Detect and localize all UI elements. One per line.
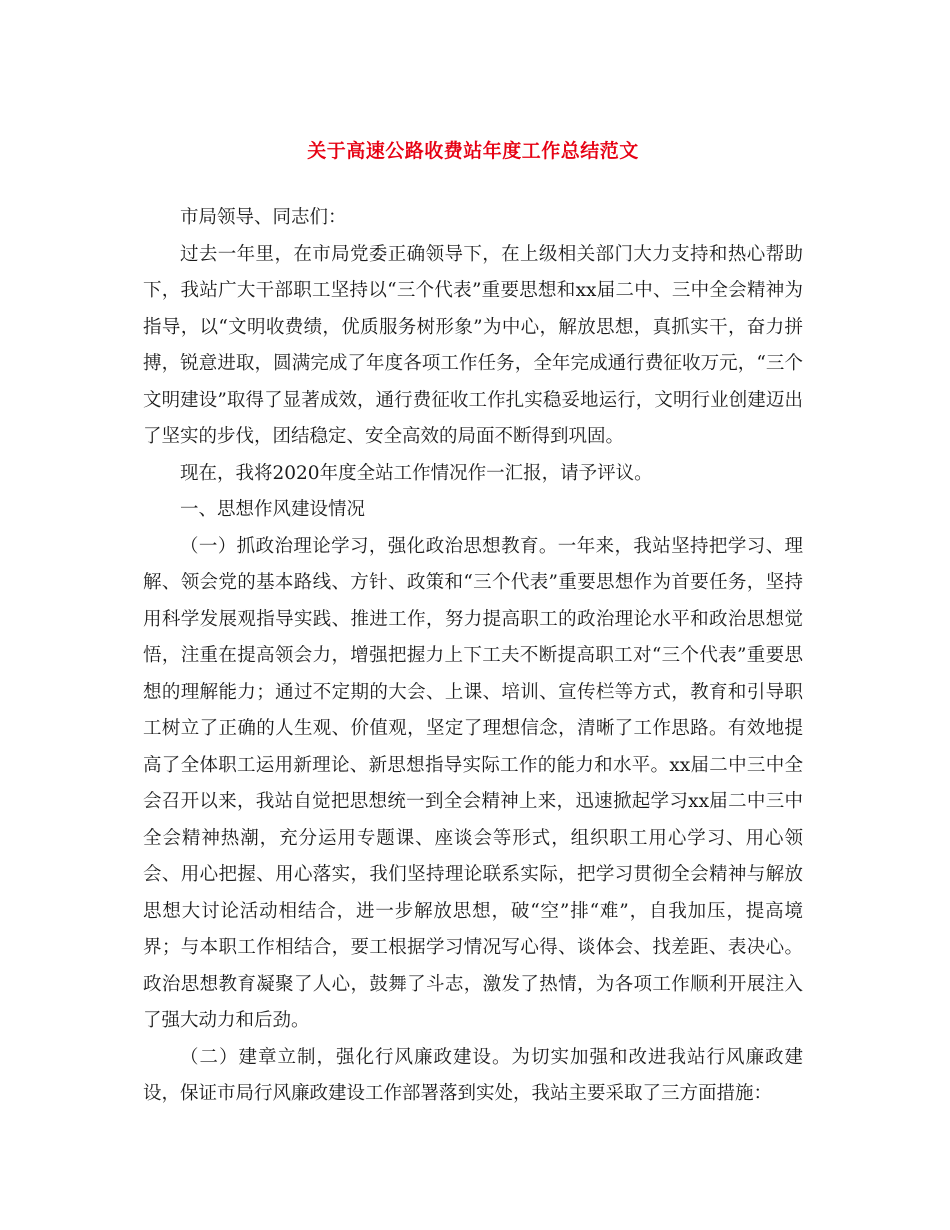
paragraph-regulations: （二）建章立制，强化行风廉政建设。为切实加强和改进我站行风廉政建设，保证市局行风廉政建设工作部署落到实处，我站主要采取了三方面措施： <box>143 1046 803 1104</box>
document-body <box>143 200 803 1113</box>
salutation: 市局领导、同志们： <box>180 207 347 228</box>
paragraph-political-study: （一）抓政治理论学习，强化政治思想教育。一年来，我站坚持把学习、理解、领会党的基本路线、方针、政策和“三个代表”重要思想作为首要任务，坚持用科学发展观指导实践、推进工作，努力提高职工的政治理论水平和政治思想觉悟，注重在提高领会力，增强把握力上下工夫不断提高职工对“三个代表”重要思想的理解能力；通过不定期的大会、上课、培训、宣传栏等方式，教育和引导职工树立了正确的人生观、价值观，坚定了理想信念，清晰了工作思路。有效地提高了全体职工运用新理论、新思想指导实际工作的能力和水平。xx届二中三中全会召开以来，我站自觉把思想统一到全会精神上来，迅速掀起学习xx届二中三中全会精神热潮，充分运用专题课、座谈会等形式，组织职工用心学习、用心领会、用心把握、用心落实，我们坚持理论联系实际，把学习贯彻全会精神与解放思想大讨论活动相结合，进一步解放思想，破“空”排“难”，自我加压，提高境界；与本职工作相结合，要工根据学习情况写心得、谈体会、找差距、表决心。政治思想教育凝聚了人心，鼓舞了斗志，激发了热情，为各项工作顺利开展注入了强大动力和后劲。 <box>143 535 803 1031</box>
paragraph-report: 现在，我将2020年度全站工作情况作一汇报，请予评议。 <box>180 462 653 484</box>
document-title: 关于高速公路收费站年度工作总结范文 <box>307 140 639 162</box>
section-heading: 一、思想作风建设情况 <box>180 499 366 520</box>
paragraph-intro: 过去一年里，在市局党委正确领导下，在上级相关部门大力支持和热心帮助下，我站广大干部职工坚持以“三个代表”重要思想和xx届二中、三中全会精神为指导，以“文明收费绩，优质服务树形象”为中心，解放思想，真抓实干，奋力拼搏，锐意进取，圆满完成了年度各项工作任务，全年完成通行费征收万元，“三个文明建设”取得了显著成效，通行费征收工作扎实稳妥地运行，文明行业创建迈出了坚实的步伐，团结稳定、安全高效的局面不断得到巩固。 <box>143 243 803 447</box>
